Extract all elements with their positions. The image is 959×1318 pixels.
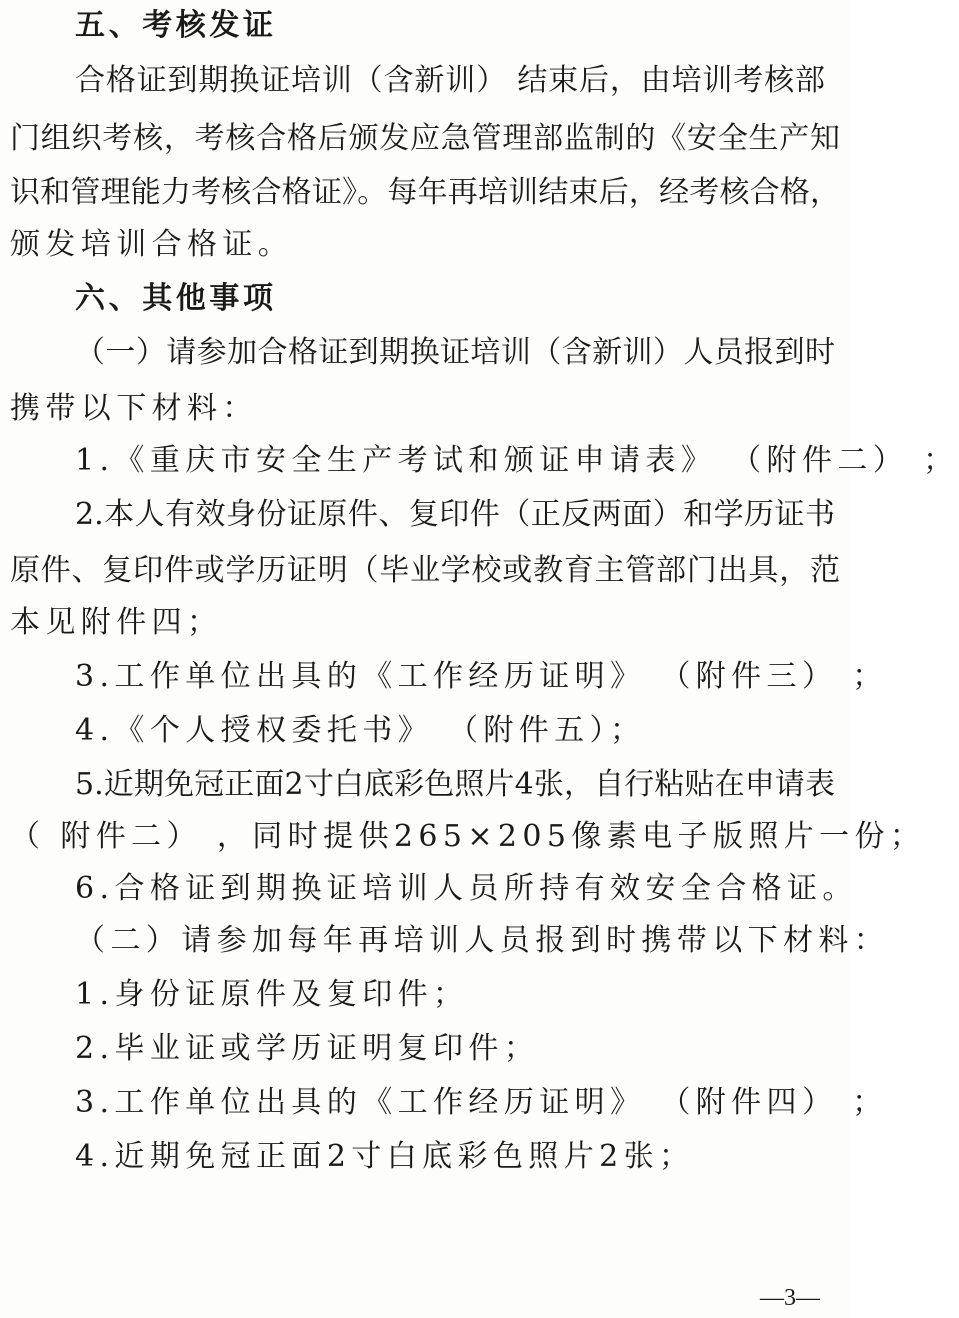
part-1-item-5-line-1: 5.近期免冠正面2寸白底彩色照片4张，自行粘贴在申请表 bbox=[75, 767, 835, 802]
part-1-item-5-line-2: （ 附件二） ，同时提供265×205像素电子版照片一份； bbox=[10, 819, 926, 854]
part-1-item-2-line-2: 原件、复印件或学历证明（毕业学校或教育主管部门出具，范 bbox=[10, 553, 840, 588]
part-1-item-2-line-3: 本见附件四； bbox=[10, 605, 223, 640]
section-5-paragraph-line-4: 颁发培训合格证。 bbox=[10, 227, 294, 262]
page-number: —3— bbox=[760, 1285, 820, 1311]
section-5-heading: 五、考核发证 bbox=[75, 8, 277, 43]
part-1-item-2-line-1: 2.本人有效身份证原件、复印件（正反两面）和学历证书 bbox=[75, 497, 835, 532]
part-2-item-2: 2.毕业证或学历证明复印件； bbox=[75, 1031, 540, 1066]
part-1-item-1: 1.《重庆市安全生产考试和颁证申请表》 （附件二） ； bbox=[75, 443, 959, 478]
section-5-paragraph-line-2: 门组织考核，考核合格后颁发应急管理部监制的《安全生产知 bbox=[10, 121, 840, 156]
part-2-item-1: 1.身份证原件及复印件； bbox=[75, 977, 469, 1012]
part-1-item-4: 4.《个人授权委托书》 （附件五）； bbox=[75, 713, 646, 748]
part-2-item-4: 4.近期免冠正面2寸白底彩色照片2张； bbox=[75, 1139, 695, 1174]
part-2-heading: （二）请参加每年再培训人员报到时携带以下材料： bbox=[75, 923, 890, 958]
section-5-paragraph-line-3: 识和管理能力考核合格证》。每年再培训结束后，经考核合格， bbox=[10, 175, 840, 210]
part-2-item-3: 3.工作单位出具的《工作经历证明》 （附件四） ； bbox=[75, 1085, 888, 1120]
part-1-item-3: 3.工作单位出具的《工作经历证明》 （附件三） ； bbox=[75, 659, 888, 694]
section-5-paragraph-line-1: 合格证到期换证培训（含新训） 结束后，由培训考核部 bbox=[75, 63, 825, 98]
part-1-intro-line-1: （一）请参加合格证到期换证培训（含新训）人员报到时 bbox=[75, 335, 835, 370]
section-6-heading: 六、其他事项 bbox=[75, 281, 277, 316]
part-1-item-6: 6.合格证到期换证培训人员所持有效安全合格证。 bbox=[75, 871, 858, 906]
part-1-intro-line-2: 携带以下材料： bbox=[10, 391, 258, 426]
